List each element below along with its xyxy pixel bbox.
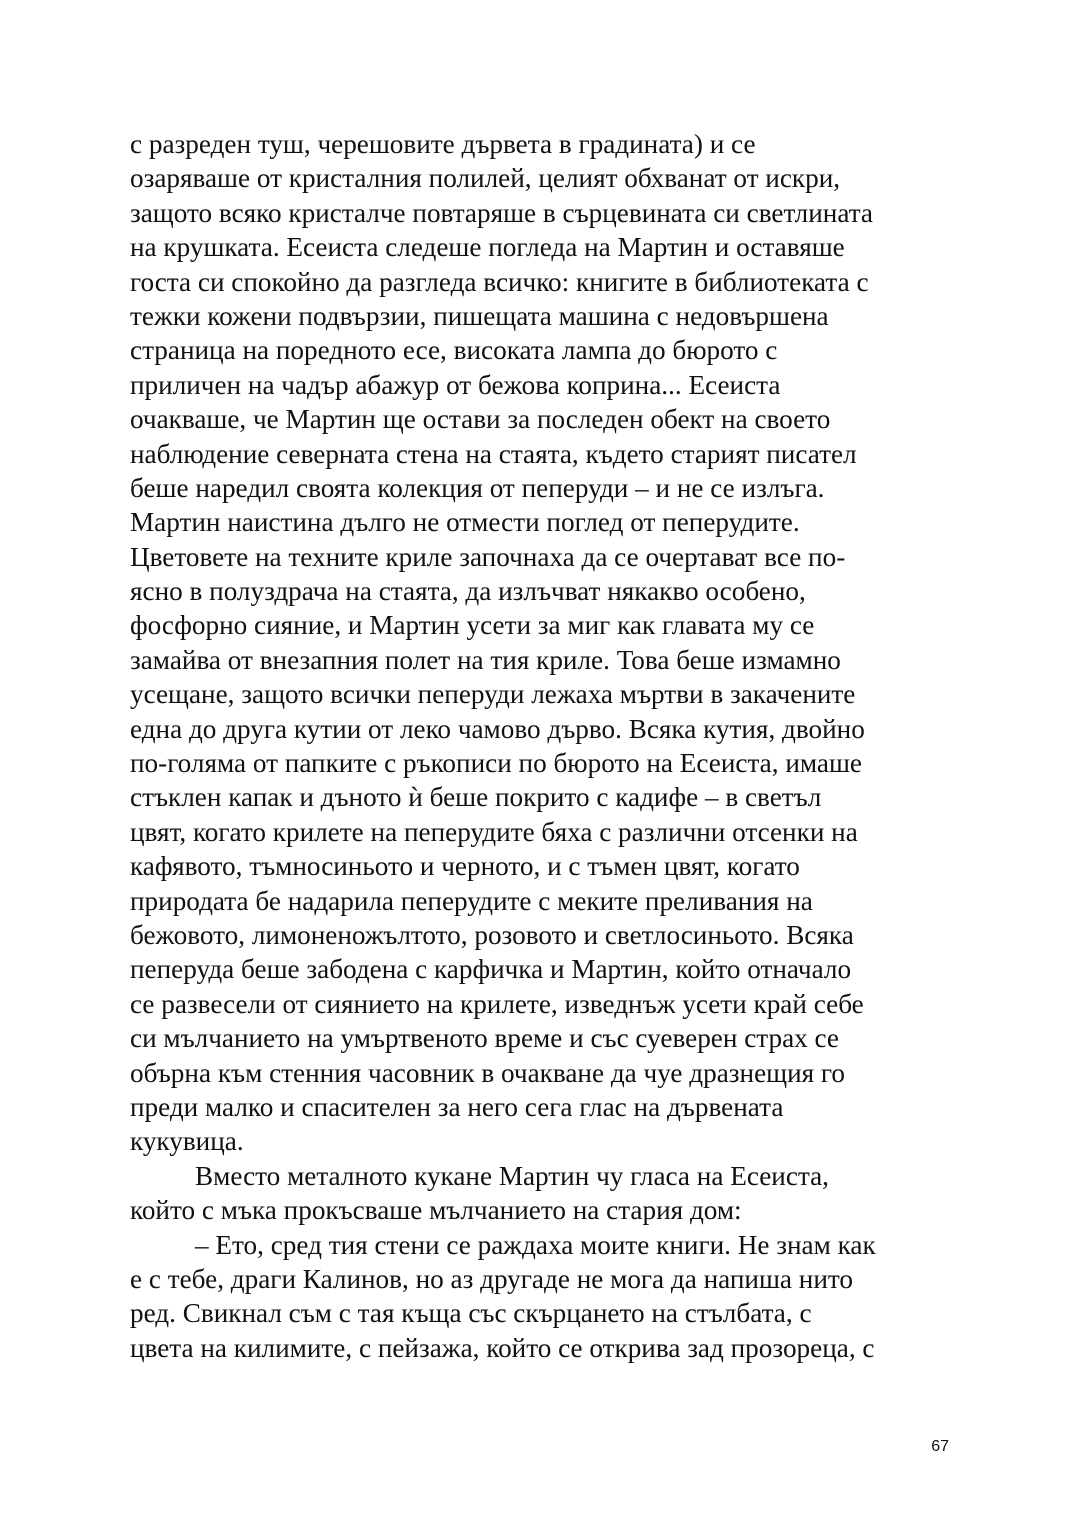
text-line: усещане, защото всички пеперуди лежаха мъртви в закачените bbox=[130, 679, 856, 710]
text-line: на крушката. Есеиста следеше погледа на Мартин и оставяше bbox=[130, 232, 845, 263]
text-line: озаряваше от кристалния полилей, целият обхванат от искри, bbox=[130, 163, 841, 194]
text-line: приличен на чадър абажур от бежова коприна... Есеиста bbox=[130, 369, 781, 400]
text-line: кукувица. bbox=[130, 1126, 244, 1157]
text-line: госта си спокойно да разгледа всичко: книгите в библиотеката с bbox=[130, 266, 869, 297]
text-line: цвят, когато крилете на пеперудите бяха с различни отсенки на bbox=[130, 816, 858, 847]
text-line: ред. Свикнал съм с тая къща със скърцането на стълбата, с bbox=[130, 1298, 812, 1329]
text-line: замайва от внезапния полет на тия криле. Това беше измамно bbox=[130, 644, 841, 675]
text-line: Мартин наистина дълго не отмести поглед от пеперудите. bbox=[130, 507, 800, 538]
text-line: беше наредил своята колекция от пеперуди – и не се излъга. bbox=[130, 472, 825, 503]
text-line: е с тебе, драги Калинов, но аз другаде не мога да напиша нито bbox=[130, 1263, 853, 1294]
body-text bbox=[130, 127, 960, 1365]
text-line: една до друга кутии от леко чамово дърво. Всяка кутия, двойно bbox=[130, 713, 865, 744]
text-line: преди малко и спасителен за него сега глас на дървената bbox=[130, 1091, 784, 1122]
text-line: очакваше, че Мартин ще остави за последен обект на своето bbox=[130, 404, 831, 435]
text-line: природата бе надарила пеперудите с меките преливания на bbox=[130, 885, 813, 916]
text-line: стъклен капак и дъното ѝ беше покрито с кадифе – в светъл bbox=[130, 782, 822, 813]
text-line: ясно в полуздрача на стаята, да излъчват някакво особено, bbox=[130, 576, 806, 607]
dialogue-start-line: – Ето, сред тия стени се раждаха моите книги. Не знам как bbox=[195, 1229, 876, 1260]
text-line: тежки кожени подвързии, пишещата машина с недовършена bbox=[130, 300, 829, 331]
text-line: защото всяко кристалче повтаряше в сърцевината си светлината bbox=[130, 197, 873, 228]
paragraph-start-line: Вместо металното кукане Мартин чу гласа на Есеиста, bbox=[195, 1160, 829, 1191]
text-line: фосфорно сияние, и Мартин усети за миг как главата му се bbox=[130, 610, 815, 641]
text-line: по-голяма от папките с ръкописи по бюрото на Есеиста, имаше bbox=[130, 748, 862, 779]
text-line: бежовото, лимоненожълтото, розовото и светлосиньото. Всяка bbox=[130, 919, 854, 950]
text-line: с разреден туш, черешовите дървета в градината) и се bbox=[130, 129, 756, 159]
text-line: си мълчанието на умъртвеното време и със суеверен страх се bbox=[130, 1023, 839, 1054]
text-line: страница на поредното есе, високата лампа до бюрото с bbox=[130, 335, 778, 366]
text-line: пеперуда беше забодена с карфичка и Мартин, който отначало bbox=[130, 954, 852, 985]
page-number: 67 bbox=[931, 1438, 949, 1455]
text-line: който с мъка прокъсваше мълчанието на стария дом: bbox=[130, 1195, 742, 1226]
text-line: Цветовете на техните криле започнаха да се очертават все по- bbox=[130, 541, 846, 572]
text-line: се развесели от сиянието на крилете, изведнъж усети край себе bbox=[130, 988, 864, 1019]
text-line: цвета на килимите, с пейзажа, който се открива зад прозореца, с bbox=[130, 1332, 875, 1363]
text-line: кафявото, тъмносиньото и черното, и с тъмен цвят, когато bbox=[130, 851, 800, 882]
text-line: наблюдение северната стена на стаята, където старият писател bbox=[130, 438, 857, 469]
text-line: обърна към стенния часовник в очакване да чуе дразнещия го bbox=[130, 1057, 845, 1088]
